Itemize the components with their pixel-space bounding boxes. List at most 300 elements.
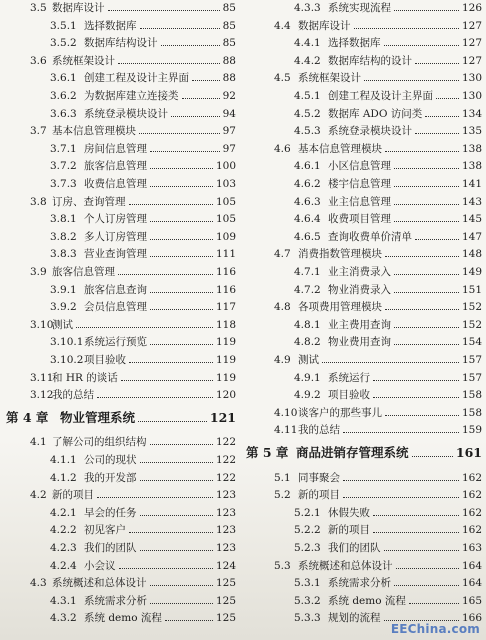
toc-subsection	[294, 106, 482, 122]
toc-subsection	[294, 522, 482, 538]
toc-number: 4.1.1	[50, 454, 77, 466]
toc-title: 我们的团队	[84, 542, 137, 554]
toc-number: 5.2.2	[294, 524, 321, 537]
toc-page-number: 141	[461, 178, 482, 190]
toc-leader	[118, 274, 213, 275]
toc-leader	[364, 80, 459, 81]
toc-subsection	[50, 522, 236, 538]
toc-page-number: 109	[215, 230, 236, 243]
toc-number: 3.8.2	[50, 230, 77, 243]
toc-number: 4.2.2	[50, 524, 77, 537]
toc-leader	[138, 421, 207, 422]
toc-leader	[97, 397, 213, 398]
toc-number: 4.4.1	[294, 37, 321, 50]
toc-page-number: 127	[461, 19, 482, 32]
toc-number: 3.9	[30, 266, 47, 278]
toc-page-number: 127	[461, 54, 482, 67]
toc-title: 休假失败	[328, 506, 370, 519]
toc-leader	[182, 98, 220, 99]
toc-number: 4.9.2	[294, 389, 321, 402]
toc-leader	[415, 133, 459, 134]
toc-page-number: 138	[461, 142, 482, 155]
toc-leader	[409, 603, 459, 604]
toc-leader	[150, 444, 213, 445]
toc-title: 个人订房管理	[84, 213, 147, 226]
toc-number: 5.3	[274, 559, 291, 572]
toc-title: 新的项目	[298, 489, 340, 502]
toc-section	[30, 53, 236, 69]
toc-leader	[150, 168, 213, 169]
toc-subsection	[50, 106, 236, 122]
toc-page-number: 162	[461, 471, 482, 484]
toc-leader	[140, 550, 213, 551]
toc-number: 3.5.2	[50, 37, 77, 50]
toc-title: 物业消费录入	[328, 283, 391, 296]
toc-number: 4.3.2	[50, 612, 77, 625]
toc-subsection	[50, 558, 236, 574]
toc-title: 物业管理系统	[60, 409, 136, 425]
toc-page-number: 119	[215, 336, 236, 349]
toc-title: 规划的流程	[328, 612, 381, 625]
toc-page-number: 120	[215, 389, 236, 402]
toc-leader	[150, 309, 213, 310]
toc-number: 3.6.2	[50, 90, 77, 102]
toc-title: 业主消费录入	[328, 266, 391, 278]
toc-number: 4.9	[274, 354, 291, 366]
toc-page-number: 125	[215, 612, 236, 625]
toc-section	[274, 246, 482, 262]
toc-section	[30, 194, 236, 210]
toc-number: 3.5	[30, 2, 47, 14]
toc-leader	[384, 550, 459, 551]
toc-page-number: 157	[461, 354, 482, 366]
toc-number: 3.9.2	[50, 301, 77, 314]
toc-section	[274, 470, 482, 486]
toc-title: 房间信息管理	[84, 142, 147, 155]
toc-title: 数据库设计	[298, 19, 351, 32]
toc-subsection	[294, 176, 482, 192]
toc-subsection	[50, 470, 236, 486]
toc-leader	[140, 515, 213, 516]
toc-number: 3.7.2	[50, 160, 77, 173]
toc-number: 3.5.1	[50, 19, 77, 32]
toc-number: 4.3.1	[50, 594, 77, 607]
toc-number: 5.3.1	[294, 577, 321, 590]
toc-leader	[139, 133, 220, 134]
toc-title: 我的总结	[52, 389, 94, 402]
toc-leader	[150, 344, 213, 345]
toc-section	[30, 0, 236, 16]
toc-number: 3.6	[30, 54, 47, 67]
toc-leader	[384, 45, 459, 46]
toc-leader	[150, 221, 213, 222]
toc-title: 谈客户的那些事儿	[298, 406, 382, 419]
toc-leader	[385, 151, 459, 152]
toc-leader	[140, 462, 213, 463]
toc-title: 系统 demo 流程	[328, 594, 406, 607]
toc-subsection	[50, 211, 236, 227]
toc-page-number: 92	[222, 90, 236, 102]
toc-subsection	[50, 229, 236, 245]
toc-number: 4.10	[274, 406, 298, 419]
toc-page-number: 148	[461, 248, 482, 261]
toc-section	[274, 18, 482, 34]
toc-title: 各项费用管理模块	[298, 301, 382, 314]
toc-number: 4.11	[274, 424, 298, 437]
toc-title: 物业费用查询	[328, 336, 391, 349]
toc-section	[30, 487, 236, 503]
toc-number: 4.1	[30, 436, 47, 449]
toc-number: 4.2.4	[50, 559, 77, 572]
toc-page-number: 125	[215, 577, 236, 590]
toc-page-number: 123	[215, 542, 236, 554]
toc-page-number: 100	[215, 160, 236, 173]
toc-title: 我的总结	[298, 424, 340, 437]
toc-number: 5.2.3	[294, 542, 321, 554]
toc-page-number: 152	[461, 318, 482, 331]
toc-subsection	[50, 352, 236, 368]
toc-number: 4.8.2	[294, 336, 321, 349]
toc-title: 旅客信息管理	[52, 266, 115, 278]
toc-title: 系统概述和总体设计	[52, 577, 147, 590]
toc-number: 4.6.1	[294, 160, 321, 173]
toc-section	[274, 422, 482, 438]
toc-subsection	[294, 540, 482, 556]
watermark: EEChina.com	[390, 622, 480, 636]
toc-title: 旅客信息查询	[84, 283, 147, 296]
toc-leader	[436, 98, 459, 99]
toc-leader	[394, 204, 459, 205]
toc-number: 5.2.1	[294, 506, 321, 519]
toc-number: 3.12	[30, 389, 54, 402]
toc-page-number: 158	[461, 389, 482, 402]
toc-section	[30, 264, 236, 280]
toc-leader	[373, 515, 459, 516]
toc-subsection	[50, 246, 236, 262]
toc-number: 3.8.1	[50, 213, 77, 226]
toc-leader	[150, 603, 213, 604]
toc-page-number: 162	[461, 489, 482, 502]
toc-leader	[97, 497, 213, 498]
toc-page-number: 124	[215, 559, 236, 572]
toc-title: 同事聚会	[298, 471, 340, 484]
toc-leader	[425, 116, 459, 117]
toc-leader	[118, 63, 220, 64]
toc-page-number: 116	[215, 283, 236, 296]
toc-page-number: 122	[215, 471, 236, 484]
toc-title: 公司的现状	[84, 454, 137, 466]
toc-page-number: 94	[222, 107, 236, 120]
toc-leader	[394, 221, 459, 222]
toc-number: 5.2	[274, 489, 291, 502]
toc-subsection	[294, 505, 482, 521]
toc-page-number: 134	[461, 107, 482, 120]
toc-subsection	[294, 194, 482, 210]
toc-subsection	[294, 334, 482, 350]
toc-page-number: 152	[461, 301, 482, 314]
toc-number: 3.9.1	[50, 283, 77, 296]
toc-leader	[415, 63, 459, 64]
toc-number: 3.6.1	[50, 72, 77, 85]
toc-title: 订房、查询管理	[52, 195, 126, 208]
toc-page-number: 126	[461, 2, 482, 14]
toc-subsection	[294, 593, 482, 609]
toc-page-number: 103	[215, 178, 236, 190]
toc-subsection	[50, 334, 236, 350]
toc-subsection	[50, 158, 236, 174]
toc-leader	[394, 274, 459, 275]
toc-title: 商品进销存管理系统	[296, 445, 409, 460]
toc-title: 小会议	[84, 559, 116, 572]
toc-title: 新的项目	[52, 489, 94, 502]
toc-leader	[373, 397, 459, 398]
toc-section	[30, 387, 236, 403]
toc-number: 第 4 章	[6, 409, 49, 425]
toc-title: 数据库结构设计	[84, 37, 158, 50]
toc-leader	[192, 80, 220, 81]
toc-title: 系统框架设计	[298, 72, 361, 85]
toc-number: 4.7.1	[294, 266, 321, 278]
toc-leader	[343, 480, 459, 481]
toc-section	[30, 123, 236, 139]
toc-page-number: 158	[461, 406, 482, 419]
toc-section	[274, 558, 482, 574]
toc-leader	[119, 568, 213, 569]
toc-subsection	[50, 593, 236, 609]
toc-page-number: 135	[461, 125, 482, 138]
toc-number: 3.7.3	[50, 178, 77, 190]
toc-subsection	[294, 158, 482, 174]
toc-leader	[129, 204, 213, 205]
toc-page-number: 123	[215, 506, 236, 519]
toc-number: 4.5	[274, 72, 291, 85]
toc-number: 4.2.1	[50, 506, 77, 519]
toc-subsection	[50, 452, 236, 468]
toc-leader	[394, 292, 459, 293]
toc-title: 多人订房管理	[84, 230, 147, 243]
toc-number: 4.2	[30, 489, 47, 502]
toc-subsection	[294, 53, 482, 69]
toc-number: 3.10.2	[50, 354, 84, 366]
toc-title: 测试	[52, 318, 73, 331]
toc-number: 4.5.3	[294, 125, 321, 138]
toc-title: 楼宇信息管理	[328, 178, 391, 190]
toc-leader	[396, 568, 459, 569]
toc-leader	[161, 45, 220, 46]
toc-section	[30, 370, 236, 386]
toc-number: 4.6.3	[294, 195, 321, 208]
toc-number: 4.1.2	[50, 471, 77, 484]
toc-page-number: 165	[461, 594, 482, 607]
toc-title: 项目验收	[328, 389, 370, 402]
toc-section	[274, 70, 482, 86]
toc-section	[30, 317, 236, 333]
toc-subsection	[294, 229, 482, 245]
toc-page-number: 105	[215, 195, 236, 208]
toc-subsection	[50, 70, 236, 86]
toc-page-number: 159	[461, 424, 482, 437]
toc-page-number: 130	[461, 90, 482, 102]
toc-leader	[150, 151, 220, 152]
toc-title: 系统概述和总体设计	[298, 559, 393, 572]
toc-subsection	[294, 317, 482, 333]
toc-page-number: 88	[222, 72, 236, 85]
toc-leader	[108, 10, 220, 11]
toc-number: 3.7	[30, 125, 47, 138]
toc-title: 业主信息管理	[328, 195, 391, 208]
toc-number: 4.3.3	[294, 2, 321, 14]
toc-page-number: 97	[222, 125, 236, 138]
toc-leader	[76, 327, 213, 328]
toc-title: 系统框架设计	[52, 54, 115, 67]
toc-page-number: 85	[222, 19, 236, 32]
toc-leader	[129, 532, 213, 533]
toc-number: 3.10	[30, 318, 54, 331]
toc-page-number: 122	[215, 436, 236, 449]
toc-leader	[140, 28, 220, 29]
toc-section	[274, 405, 482, 421]
toc-leader	[394, 344, 459, 345]
toc-section	[30, 434, 236, 450]
toc-subsection	[294, 575, 482, 591]
toc-page-number: 147	[461, 230, 482, 243]
toc-leader	[322, 362, 459, 363]
toc-page-number: 121	[209, 409, 236, 425]
toc-leader	[150, 292, 213, 293]
toc-title: 系统登录模块设计	[84, 107, 168, 120]
toc-leader	[150, 256, 213, 257]
toc-number: 4.6.2	[294, 178, 321, 190]
toc-page-number: 151	[461, 283, 482, 296]
toc-leader	[343, 432, 459, 433]
toc-leader	[394, 10, 459, 11]
toc-leader	[373, 532, 459, 533]
toc-title: 为数据库建立连接类	[84, 90, 179, 102]
toc-title: 系统需求分析	[328, 577, 391, 590]
toc-number: 3.7.1	[50, 142, 77, 155]
toc-subsection	[294, 0, 482, 16]
toc-subsection	[50, 35, 236, 51]
toc-section	[274, 141, 482, 157]
toc-page-number: 117	[215, 301, 236, 314]
toc-number: 4.6	[274, 142, 291, 155]
toc-title: 选择数据库	[84, 19, 137, 32]
toc-leader	[373, 380, 459, 381]
toc-number: 4.7.2	[294, 283, 321, 296]
toc-page-number: 157	[461, 371, 482, 384]
toc-leader	[171, 116, 220, 117]
toc-page-number: 164	[461, 559, 482, 572]
toc-page-number: 138	[461, 160, 482, 173]
toc-title: 早会的任务	[84, 506, 137, 519]
toc-leader	[415, 239, 459, 240]
toc-page-number: 119	[215, 354, 236, 366]
toc-title: 我们的团队	[328, 542, 381, 554]
toc-page-number: 116	[215, 266, 236, 278]
toc-title: 消费指数管理模块	[298, 248, 382, 261]
toc-page-number: 127	[461, 37, 482, 50]
toc-subsection	[294, 88, 482, 104]
toc-number: 第 5 章	[246, 445, 289, 460]
toc-leader	[412, 456, 453, 457]
toc-title: 系统登录模块设计	[328, 125, 412, 138]
toc-number: 4.9.1	[294, 371, 321, 384]
toc-subsection	[294, 282, 482, 298]
toc-title: 小区信息管理	[328, 160, 391, 173]
toc-page-number: 162	[461, 506, 482, 519]
toc-leader	[385, 309, 459, 310]
toc-number: 3.8.3	[50, 248, 77, 261]
toc-title: 营业查询管理	[84, 248, 147, 261]
toc-chapter	[246, 444, 482, 462]
toc-number: 4.6.5	[294, 230, 321, 243]
toc-title: 会员信息管理	[84, 301, 147, 314]
toc-subsection	[50, 505, 236, 521]
toc-page-number: 149	[461, 266, 482, 278]
toc-number: 4.8	[274, 301, 291, 314]
toc-number: 4.8.1	[294, 318, 321, 331]
toc-chapter	[6, 409, 236, 427]
toc-subsection	[294, 123, 482, 139]
toc-title: 项目验收	[84, 354, 126, 366]
toc-title: 基本信息管理模块	[52, 125, 136, 138]
toc-page-number: 85	[222, 37, 236, 50]
toc-subsection	[50, 176, 236, 192]
toc-number: 3.11	[30, 371, 54, 384]
toc-leader	[354, 28, 459, 29]
toc-section	[274, 299, 482, 315]
toc-page-number: 88	[222, 54, 236, 67]
toc-leader	[343, 497, 459, 498]
toc-page-number: 119	[215, 371, 236, 384]
toc-page-number: 163	[461, 542, 482, 554]
toc-subsection	[294, 370, 482, 386]
toc-page-number: 164	[461, 577, 482, 590]
toc-section	[30, 575, 236, 591]
toc-leader	[394, 168, 459, 169]
toc-title: 系统实现流程	[328, 2, 391, 14]
toc-leader	[121, 380, 213, 381]
toc-title: 系统需求分析	[84, 594, 147, 607]
toc-title: 新的项目	[328, 524, 370, 537]
toc-section	[274, 487, 482, 503]
toc-page-number: 85	[222, 2, 236, 14]
toc-subsection	[294, 264, 482, 280]
toc-section	[274, 352, 482, 368]
toc-leader	[394, 327, 459, 328]
toc-number: 4.6.4	[294, 213, 321, 226]
toc-title: 系统运行预览	[84, 336, 147, 349]
toc-number: 4.4.2	[294, 54, 321, 67]
toc-page-number: 118	[215, 318, 236, 331]
toc-page-number: 125	[215, 594, 236, 607]
toc-subsection	[50, 141, 236, 157]
toc-page-number: 122	[215, 454, 236, 466]
toc-subsection	[50, 610, 236, 626]
toc-page-number: 123	[215, 489, 236, 502]
toc-page-number: 143	[461, 195, 482, 208]
toc-title: 创建工程及设计主界面	[328, 90, 433, 102]
toc-title: 业主费用查询	[328, 318, 391, 331]
toc-page-number: 130	[461, 72, 482, 85]
toc-number: 3.8	[30, 195, 47, 208]
toc-title: 收费项目管理	[328, 213, 391, 226]
toc-subsection	[50, 540, 236, 556]
toc-number: 5.1	[274, 471, 291, 484]
toc-subsection	[294, 387, 482, 403]
toc-number: 4.7	[274, 248, 291, 261]
toc-title: 了解公司的组织结构	[52, 436, 147, 449]
